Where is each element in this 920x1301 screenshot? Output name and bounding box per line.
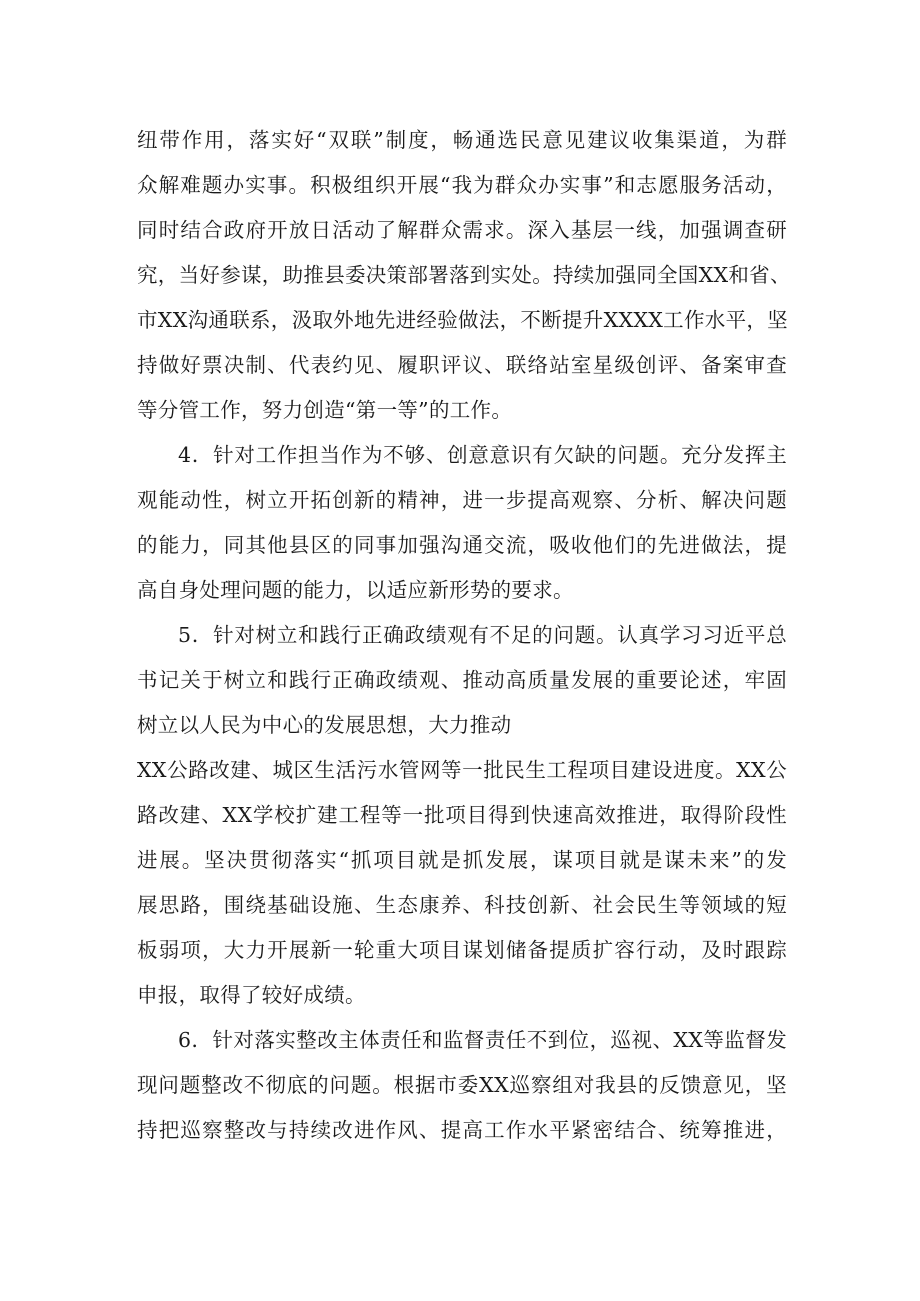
text-line: 市XX沟通联系，汲取外地先进经验做法，不断提升XXXX工作水平，坚 bbox=[137, 308, 788, 332]
text-line: 板弱项，大力开展新一轮重大项目谋划储备提质扩容行动，及时跟踪 bbox=[137, 938, 787, 962]
text-line: 现问题整改不彻底的问题。根据市委XX巡察组对我县的反馈意见，坚 bbox=[137, 1073, 787, 1097]
text-line: 展思路，围绕基础设施、生态康养、科技创新、社会民生等领域的短 bbox=[137, 893, 787, 917]
text-line: 树立以人民为中心的发展思想，大力推动 bbox=[137, 713, 512, 737]
paragraph-6-heading: 6．针对落实整改主体责任和监督责任不到位，巡视、XX等监督发 bbox=[178, 1028, 787, 1052]
text-line: 持做好票决制、代表约见、履职评议、联络站室星级创评、备案审查 bbox=[137, 353, 787, 377]
text-line: 同时结合政府开放日活动了解群众需求。深入基层一线，加强调查研 bbox=[137, 218, 787, 242]
text-line: 进展。坚决贯彻落实“抓项目就是抓发展，谋项目就是谋未来”的发 bbox=[137, 848, 787, 872]
text-line: 究，当好参谋，助推县委决策部署落到实处。持续加强同全国XX和省、 bbox=[137, 263, 791, 287]
text-line: 纽带作用，落实好“双联”制度，畅通选民意见建议收集渠道，为群 bbox=[137, 128, 787, 152]
text-line: 等分管工作，努力创造“第一等”的工作。 bbox=[137, 398, 513, 422]
text-line: 持把巡察整改与持续改进作风、提高工作水平紧密结合、统筹推进， bbox=[137, 1118, 787, 1142]
text-line: 众解难题办实事。积极组织开展“我为群众办实事”和志愿服务活动， bbox=[137, 173, 787, 197]
text-line: 书记关于树立和践行正确政绩观、推动高质量发展的重要论述，牢固 bbox=[137, 668, 787, 692]
paragraph-4-heading: 4．针对工作担当作为不够、创意意识有欠缺的问题。充分发挥主 bbox=[178, 443, 787, 467]
paragraph-5-heading: 5．针对树立和践行正确政绩观有不足的问题。认真学习习近平总 bbox=[178, 623, 787, 647]
text-line: 观能动性，树立开拓创新的精神，进一步提高观察、分析、解决问题 bbox=[137, 488, 787, 512]
text-line: 路改建、XX学校扩建工程等一批项目得到快速高效推进，取得阶段性 bbox=[137, 803, 787, 827]
text-line: 高自身处理问题的能力，以适应新形势的要求。 bbox=[137, 578, 574, 602]
text-line: 申报，取得了较好成绩。 bbox=[137, 983, 366, 1007]
text-line: XX公路改建、城区生活污水管网等一批民生工程项目建设进度。XX公 bbox=[137, 758, 787, 782]
text-line: 的能力，同其他县区的同事加强沟通交流，吸收他们的先进做法，提 bbox=[137, 533, 787, 557]
